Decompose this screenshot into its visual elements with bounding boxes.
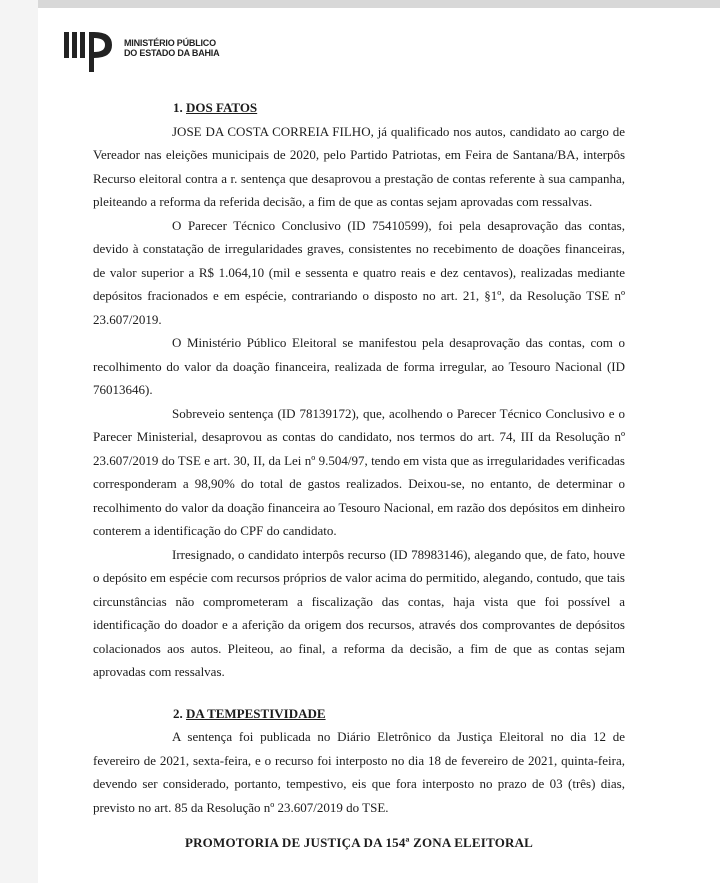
logo-line-1: MINISTÉRIO PÚBLICO xyxy=(124,38,216,48)
section-2-title: DA TEMPESTIVIDADE xyxy=(186,705,326,721)
section-1-paragraph: JOSE DA COSTA CORREIA FILHO, já qualificado nos autos, candidato ao cargo de Vereador nas eleições municipais de 2020, pelo Partido Patriotas, em Feira de Santana/BA, interpôs Recurso eleitoral contra a r. sentença que desaprovou a prestação de contas referente à sua campanha, pleiteando a reforma da referida decisão, a fim de que as contas sejam aprovadas com ressalvas. xyxy=(93,123,625,209)
page-top-band xyxy=(38,0,720,8)
footer-promotoria: PROMOTORIA DE JUSTIÇA DA 154ª ZONA ELEITORAL xyxy=(184,835,534,850)
section-1-paragraph: O Parecer Técnico Conclusivo (ID 75410599), foi pela desaprovação das contas, devido à constatação de irregularidades graves, consistentes no recebimento de doações financeiras, de valor superior a R$ 1.064,10 (mil e sessenta e quatro reais e dez centavos), realizadas mediante depósitos fracionados e em espécie, contrariando o disposto no art. 21, §1º, da Resolução TSE nº 23.607/2019. xyxy=(93,217,625,327)
section-1-number: 1. xyxy=(173,100,183,115)
document-body xyxy=(93,96,625,819)
mp-logo-icon xyxy=(62,24,118,72)
section-2-paragraph: A sentença foi publicada no Diário Eletrônico da Justiça Eleitoral no dia 12 de fevereiro de 2021, sexta-feira, e o recurso foi interposto no dia 18 de fevereiro de 2021, quinta-feira, devendo ser considerado, portanto, tempestivo, eis que fora interposto no prazo de 03 (três) dias, previsto no art. 85 da Resolução nº 23.607/2019 do TSE. xyxy=(93,729,625,815)
section-gap xyxy=(93,684,625,702)
section-1-heading xyxy=(173,96,625,120)
section-1-paragraph: Sobreveio sentença (ID 78139172), que, acolhendo o Parecer Técnico Conclusivo e o Parecer Ministerial, desaprovou as contas do candidato, nos termos do art. 74, III da Resolução nº 23.607/2019 do TSE e art. 30, II, da Lei nº 9.504/97, tendo em vista que as irregularidades verificadas corresponderam a 98,90% do total de gastos realizados. Deixou-se, no entanto, de determinar o recolhimento do valor da doação financeira ao Tesouro Nacional, em razão dos depósitos em dinheiro conterem a identificação do CPF do candidato. xyxy=(93,405,625,538)
section-2-number: 2. xyxy=(173,705,183,721)
section-1-paragraph: Irresignado, o candidato interpôs recurso (ID 78983146), alegando que, de fato, houve o depósito em espécie com recursos próprios de valor acima do permitido, alegando, contudo, que tais circunstâncias não comprometeram a fiscalização das contas, haja vista que foi possível a identificação do doador e a aferição da origem dos recursos, através dos comprovantes de depósitos colacionados aos autos. Pleiteou, ao final, a reforma da decisão, a fim de que as contas sejam aprovadas com ressalvas. xyxy=(93,546,625,679)
mp-logo xyxy=(62,24,219,72)
logo-line-2: DO ESTADO DA BAHIA xyxy=(124,48,220,58)
section-2-heading xyxy=(173,702,625,726)
section-1-title: DOS FATOS xyxy=(186,100,258,115)
section-1-paragraph: O Ministério Público Eleitoral se manifestou pela desaprovação das contas, com o recolhimento do valor da doação financeira, realizada de forma irregular, ao Tesouro Nacional (ID 76013646). xyxy=(93,335,625,397)
